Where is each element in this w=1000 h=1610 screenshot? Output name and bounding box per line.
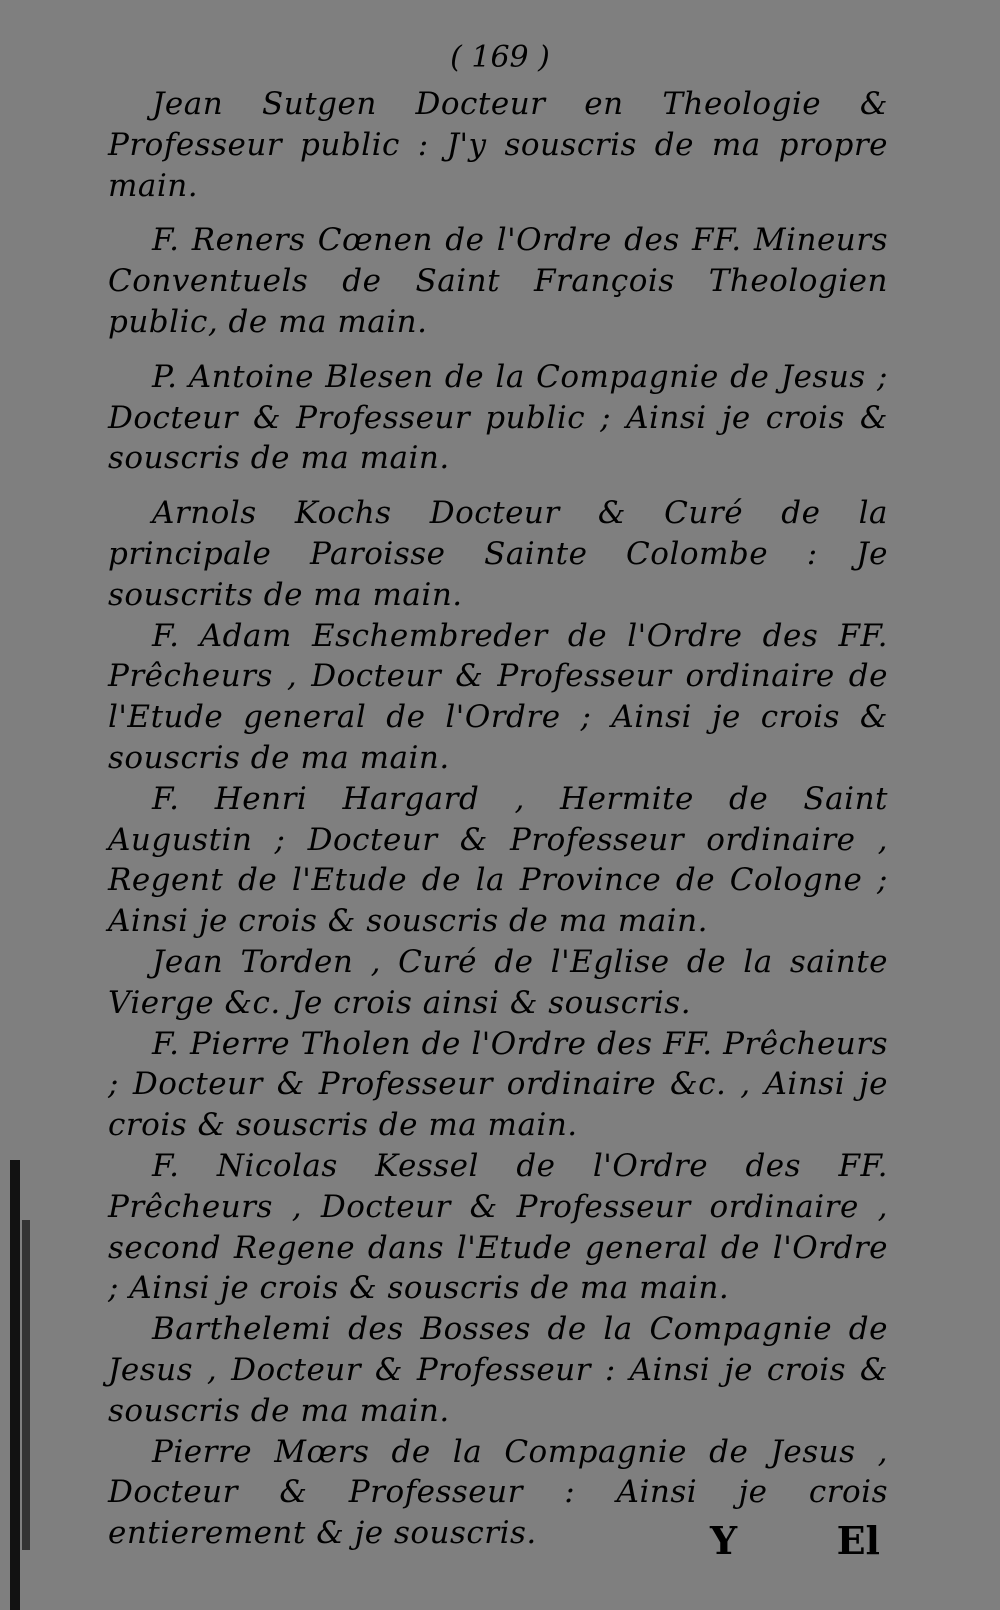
signature-entry: Jean Sutgen Docteur en Theologie & Professeur public : J'y souscris de ma propre main. <box>108 86 888 204</box>
signature-entry: Barthelemi des Bosses de la Compagnie de Jesus , Docteur & Professeur : Ainsi je crois & souscris de ma main. <box>108 1311 888 1429</box>
signature-entry: F. Henri Hargard , Hermite de Saint Augustin ; Docteur & Professeur ordinaire , Regent de l'Etude de la Province de Cologne ; Ainsi je crois & souscris de ma main. <box>108 780 888 940</box>
signature-entry: Jean Torden , Curé de l'Eglise de la sainte Vierge &c. Je crois ainsi & souscris. <box>108 943 888 1021</box>
signature-entry: Arnols Kochs Docteur & Curé de la principale Paroisse Sainte Colombe : Je souscrits de ma main. <box>108 495 888 613</box>
signature-entry: F. Reners Cœnen de l'Ordre des FF. Mineurs Conventuels de Saint François Theologien public, de ma main. <box>108 222 888 340</box>
page-number: ( 169 ) <box>450 40 550 75</box>
catchword: El <box>836 1518 880 1563</box>
signature-entry: Pierre Mœrs de la Compagnie de Jesus , Docteur & Professeur : Ainsi je crois entierement & je souscris. <box>108 1433 888 1552</box>
signature-entry: P. Antoine Blesen de la Compagnie de Jesus ; Docteur & Professeur public ; Ainsi je crois & souscris de ma main. <box>108 358 888 477</box>
page-footer <box>700 1518 890 1568</box>
signature-entry: F. Pierre Tholen de l'Ordre des FF. Prêcheurs ; Docteur & Professeur ordinaire &c. , Ainsi je crois & souscris de ma main. <box>108 1025 888 1144</box>
signature-mark: Y <box>710 1518 738 1563</box>
signature-entry: F. Adam Eschembreder de l'Ordre des FF. Prêcheurs , Docteur & Professeur ordinaire de l'Etude general de l'Ordre ; Ainsi je crois & souscris de ma main. <box>108 617 888 776</box>
signature-list <box>108 84 888 1554</box>
signature-entry: F. Nicolas Kessel de l'Ordre des FF. Prêcheurs , Docteur & Professeur ordinaire , second Regene dans l'Etude general de l'Ordre ; Ainsi je crois & souscris de ma main. <box>108 1147 888 1307</box>
page-edge-shadow <box>10 1160 20 1610</box>
